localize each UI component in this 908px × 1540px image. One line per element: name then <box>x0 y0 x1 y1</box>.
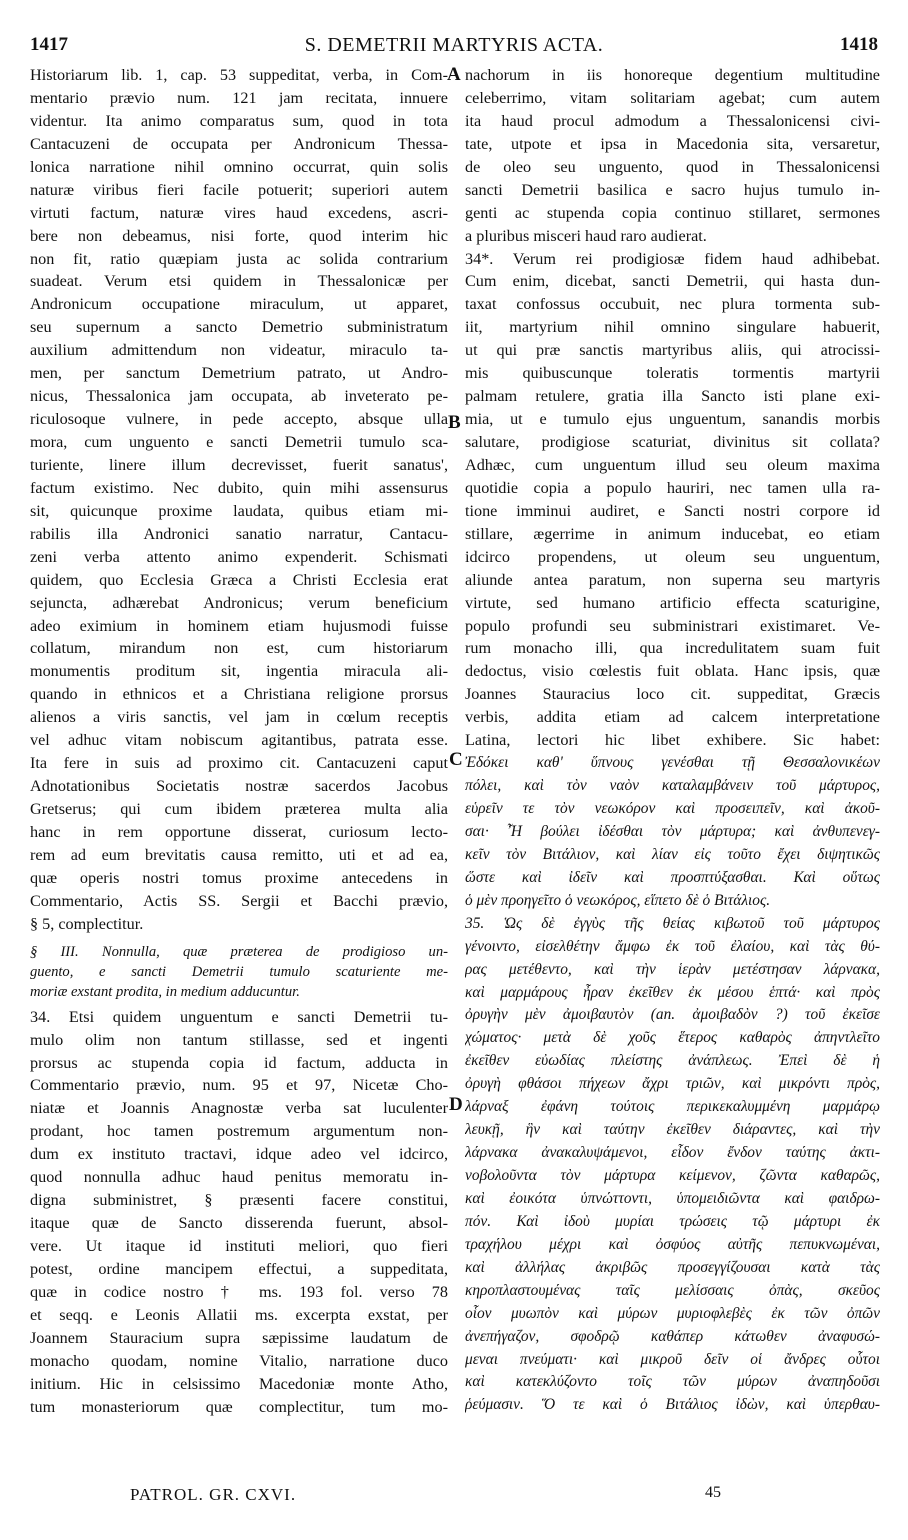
text-line: rabilis illa Andronici sanatio narratur, Cantacu- <box>30 524 448 543</box>
text-line: et seqq. e Leonis Allatii ms. excerpta exstat, per <box>30 1305 448 1324</box>
text-line: monacho quodam, nomine Vitalio, narratione duco <box>30 1351 448 1370</box>
text-line: dum ex instituto tractavi, idque adeo vel idcirco, <box>30 1145 448 1164</box>
text-line: prorsus ac stupenda copia id factum, adducta in <box>30 1053 448 1072</box>
text-line: itaque quæ de Sancto disserenda fuerunt, absol- <box>30 1214 448 1233</box>
margin-letter-a: A <box>447 64 461 85</box>
text-line: μεναι πνεύματι· καὶ μικροῦ δεῖν οἱ ἄνδρες οὗτοι <box>465 1350 880 1368</box>
text-line: Cantacuzeni de occupata per Andronicum Thessa- <box>30 134 448 153</box>
text-line: nachorum in iis honoreque degentium multitudine <box>465 66 880 84</box>
text-line: auxilium admittendum non videatur, miraculo ta- <box>30 341 448 360</box>
text-line: guento, e sancti Demetrii tumulo scaturiente me- <box>30 963 448 980</box>
text-line: λάρναξ ἐφάνη τούτοις περικεκαλυμμένη μαρμάρῳ <box>465 1098 880 1116</box>
text-line: quæ in codice nostro † ms. 193 fol. verso 78 <box>30 1282 448 1301</box>
text-line: Cum enim, dicebat, sancti Demetrii, qui hasta dun- <box>465 272 880 291</box>
footer-signature: 45 <box>705 1484 721 1501</box>
footer-series: PATROL. GR. CXVI. <box>130 1485 297 1504</box>
text-line: mora, cum unguento e sancti Demetrii tumulo sca- <box>30 433 448 451</box>
text-line: collatum, mirandum non est, cum historiarum <box>30 639 448 658</box>
text-line: ut qui præ sanctis martyribus aliis, qui atrocissi- <box>465 341 880 360</box>
text-line: quidem, quo Ecclesia Græca a Christi Ecclesia erat <box>30 570 448 589</box>
text-line: sancti Demetrii basilica e sacro hujus tumulo in- <box>465 180 880 199</box>
text-line: 35. Ὡς δὲ ἐγγὺς τῆς θείας κιβωτοῦ τοῦ μάρτυρος <box>465 914 880 932</box>
text-line: 34*. Verum rei prodigiosæ fidem haud adhibebat. <box>465 249 880 268</box>
text-line: ρας μετέθεντο, καὶ τὴν ἱερὰν μετέστησαν λάρνακα, <box>465 960 880 978</box>
text-line: idcirco propendens, ut oleum seu unguentum, <box>465 547 880 566</box>
text-line: ἀνεπήγαζον, σφοδρῷ καθάπερ κάτωθεν ἀναφυσώ- <box>465 1327 880 1345</box>
text-line: ῥεύμασιν. Ὅ τε καὶ ὁ Βιτάλιος ἰδὼν, καὶ ὑπερθαυ- <box>465 1396 880 1414</box>
text-line: aliunde antea paratum, non superna seu martyris <box>465 570 880 589</box>
text-line: virtute, sed humano artificio effecta scaturigine, <box>465 593 880 612</box>
text-line: tum monasteriorum quæ complectitur, tum mo- <box>30 1397 448 1416</box>
text-line: seu supernum a sancto Demetrio subministratum <box>30 318 448 337</box>
text-line: κηροπλαστουμένας ταῖς μελίσσαις ὀπὰς, σκεῦος <box>465 1281 880 1299</box>
text-line: καὶ κατεκλύζοντο τοῖς τῶν μύρων ἀναπηδοῦσι <box>465 1373 880 1391</box>
margin-letter-c: C <box>449 749 463 770</box>
text-line: ὀρυγὴν μὲν ἀμοιβαυτὸν (an. ἀμοιβαδὸν ?) τοῦ ἐκεῖσε <box>465 1006 880 1024</box>
text-line: virtuti factum, naturæ vires haud excedens, ascri- <box>30 203 448 222</box>
text-line: § 5, complectitur. <box>30 914 144 933</box>
text-line: Adnotationibus Societatis nostræ sacerdos Jacobus <box>30 777 448 796</box>
text-line: rum monacho illi, qua incredulitatem suam fuit <box>465 639 880 658</box>
text-line: Ἐδόκει καθ' ὕπνους γενέσθαι τῇ Θεσσαλονικέων <box>465 754 880 772</box>
text-line: mulo olim non tantum stillasse, sed et ingenti <box>30 1030 448 1049</box>
text-line: εὑρεῖν τε τὸν νεωκόρον καὶ προσειπεῖν, καὶ ἀκοῦ- <box>465 800 880 817</box>
page-number-left: 1417 <box>30 34 68 55</box>
text-line: Commentario prævio, num. 95 et 97, Nicetæ Cho- <box>30 1076 448 1095</box>
text-line: naturæ viribus fieri facile potuerit; superiori autem <box>30 180 448 199</box>
text-line: τραχήλου μέχρι καὶ ὀσφύος αὐτῆς πεπυκνωμέναι, <box>465 1235 880 1253</box>
right-column <box>465 64 880 1417</box>
text-line: quotidie copia a populo hauriri, nec tamen ulla ra- <box>465 478 880 497</box>
text-line: non fit, ratio quæpiam justa ac solida contrarium <box>30 249 448 268</box>
text-line: suadeat. Verum etsi quidem in Thessalonicæ per <box>30 272 448 291</box>
text-line: prodant, hoc tamen postremum argumentum non- <box>30 1122 448 1141</box>
text-line: ita haud procul admodum a Thessalonicensi civi- <box>465 111 880 130</box>
text-line: potest, ordine mancipem effectui, a suppeditata, <box>30 1259 448 1278</box>
text-line: καὶ ἐοικότα ὑπνώττοντι, ὑπομειδιῶντα καὶ φαιδρω- <box>465 1189 880 1207</box>
left-column <box>30 64 448 1419</box>
text-line: lonica narratione nihil omnino occurrat, quin solis <box>30 157 448 176</box>
text-line: turiente, linere illum decrevisset, fuerit sanatus', <box>30 455 448 474</box>
text-line: moriæ exstant prodita, in medium adducuntur. <box>30 983 300 1000</box>
text-line: adeo eximium in hominem etiam hujusmodi fuisse <box>30 616 448 635</box>
text-line: οἷον μυωπὸν καὶ μύρων μυριοφλεβὲς ἐκ τῶν ὀπῶν <box>465 1304 880 1322</box>
text-line: quæ operis nostri tomus proxime antecedens in <box>30 868 448 887</box>
text-line: vere. Ut itaque id instituti meliori, quo fieri <box>30 1237 448 1255</box>
text-line: monumentis proditum sit, ingentia miracula ali- <box>30 662 448 681</box>
text-line: Commentario, Actis SS. Sergii et Bacchi prævio, <box>30 891 448 910</box>
text-line: ὀρυγὴ φθάσοι πήχεων ἄχρι τριῶν, καὶ μικρόντι πρὸς, <box>465 1075 880 1093</box>
text-line: Gretserus; qui cum ibidem præterea multa alia <box>30 800 448 818</box>
text-line: 34. Etsi quidem unguentum e sancti Demetrii tu- <box>30 1007 448 1026</box>
text-line: vel adhuc vitam nobiscum agitantibus, patrata esse. <box>30 731 448 750</box>
text-line: populo profundi seu subministrari existimaret. Ve- <box>465 616 880 635</box>
page-header <box>30 34 878 60</box>
running-title: S. DEMETRII MARTYRIS ACTA. <box>304 34 604 56</box>
text-line: videntur. Ita animo comparatus sum, quod in tota <box>30 111 448 130</box>
text-line: λευκῇ, ἣν καὶ ταύτην ἐκεῖθεν διάραντες, καὶ τὴν <box>465 1121 880 1139</box>
text-line: bere non debeamus, nisi forte, quod interim hic <box>30 226 448 245</box>
text-line: νοβολοῦντα τὸν μάρτυρα κείμενον, ζῶντα καθαρῶς, <box>465 1167 880 1184</box>
text-line: quando in ethnicos et a Christiana religione prorsus <box>30 685 448 704</box>
margin-letter-b: B <box>448 412 461 433</box>
margin-letter-d: D <box>449 1094 463 1115</box>
text-line: ὥστε καὶ ἰδεῖν καὶ προσπτύξασθαι. Καὶ οὕτως <box>465 868 880 886</box>
text-line: Latina, lectori hic libet exhibere. Sic habet: <box>465 731 880 750</box>
text-line: palmam retulere, gratia illa Sancto isti plane exi- <box>465 387 880 406</box>
text-line: taxat confossus occubuit, nec plura tormenta sub- <box>465 295 880 314</box>
text-line: σαι· Ἦ βούλει ἰδέσθαι τὸν μάρτυρα; καὶ ἀνθυπενεγ- <box>465 822 880 840</box>
text-line: § III. Nonnulla, quæ præterea de prodigioso un- <box>30 943 448 960</box>
text-line: genti ac stupenda copia continuo stillaret, sermones <box>465 203 880 222</box>
text-line: factum existimo. Nec dubito, quin mihi assensurus <box>30 478 448 497</box>
text-line: mentario prævio num. 121 jam recitata, innuere <box>30 88 448 107</box>
text-line: tate, utpote et ipsa in Macedonia sita, versaretur, <box>465 134 880 153</box>
text-line: πόλει, καὶ τὸν ναὸν καταλαμβάνειν τοῦ μάρτυρος, <box>465 777 880 795</box>
text-line: mis quibuscunque toleratis tormentis martyrii <box>465 364 880 383</box>
text-line: celeberrimo, vitam solitariam agebat; cum autem <box>465 88 880 107</box>
text-line: niatæ et Joannis Anagnostæ verba sat luculenter <box>30 1099 448 1118</box>
text-line: de oleo seu unguento, quod in Thessalonicensi <box>465 157 880 176</box>
text-line: stillare, ægerrime in animum inducebat, eo etiam <box>465 524 880 543</box>
text-line: Adhæc, cum unguentum illud seu oleum maxima <box>465 455 880 474</box>
text-line: hanc in rem opportune disserat, curiosum lecto- <box>30 822 448 841</box>
page-number-right: 1418 <box>840 34 878 55</box>
text-line: initium. Hic in celsissimo Macedoniæ monte Atho, <box>30 1374 448 1393</box>
text-line: ἐκεῖθεν εὐωδίας πλείστης ἀνάπλεως. Ἐπεὶ δὲ ἡ <box>465 1052 880 1070</box>
text-line: sejuncta, adhærebat Andronicus; verum beneficium <box>30 593 448 612</box>
text-line: digna subministret, § præsenti facere constitui, <box>30 1191 448 1210</box>
text-line: salutare, prodigiose scaturiat, divinitus sit collata? <box>465 433 880 451</box>
text-line: mia, ut e tumulo ejus unguentum, sanandis morbis <box>465 410 880 429</box>
text-line: riculosoque vulnere, in pede accepto, absque ulla <box>30 410 448 429</box>
text-line: Joannes Stauracius loco cit. suppeditat, Græcis <box>465 685 880 704</box>
text-line: sit, quicunque proxime laudata, quibus etiam mi- <box>30 501 448 520</box>
text-line: Joannem Stauracium supra sæpissime laudatum de <box>30 1328 448 1347</box>
text-line: Andronicum occupatione miraculum, ut apparet, <box>30 295 448 314</box>
text-line: iit, martyrium nihil omnino singulare habuerit, <box>465 318 880 337</box>
text-line: a pluribus misceri haud raro audierat. <box>465 226 707 245</box>
text-line: verbis, addita etiam ad calcem interpretatione <box>465 708 880 727</box>
text-line: κεῖν τὸν Βιτάλιον, καὶ λίαν εἰς τοῦτο ἔχει διψητικῶς <box>465 845 880 863</box>
text-line: nicus, Thessalonica jam occupata, ab inveterato pe- <box>30 387 448 406</box>
text-line: Ita fere in suis ad proximo cit. Cantacuzeni caput <box>30 754 448 773</box>
text-line: γένοιντο, εἰσελθέτην ἄμφω ἐκ τοῦ ἐλαίου, καὶ τὰς θύ- <box>465 937 880 955</box>
text-line: Historiarum lib. 1, cap. 53 suppeditat, verba, in Com- <box>30 66 448 84</box>
text-line: λάρνακα ἀνακαλυψάμενοι, εἶδον ἔνδον ταύτης ἀκτι- <box>465 1144 880 1162</box>
text-line: καὶ μαρμάρους ἦραν ἐκεῖθεν ἐκ μέσου ἑπτά· καὶ πρὸς <box>465 983 880 1001</box>
text-line: πόν. Καὶ ἰδοὺ μυρίαι τρώσεις τῷ μάρτυρι ἐκ <box>465 1212 880 1230</box>
text-line: alienos a viris sanctis, vel jam in cœlum receptis <box>30 708 448 727</box>
text-line: dedoctus, visio cœlestis fuit oblata. Hanc ipsis, quæ <box>465 662 880 681</box>
text-line: καὶ ἀλλήλας ἀκριβῶς προσεγγίζουσαι κατὰ τὰς <box>465 1258 880 1276</box>
text-line: men, per sanctum Demetrium patrato, ut Andro- <box>30 364 448 383</box>
text-line: χώματος· μετὰ δὲ χοῦς ἕτερος καθαρὸς ἀπηντλεῖτο <box>465 1029 880 1047</box>
text-line: tione imminui audiret, e Sancti nostri corpore id <box>465 501 880 520</box>
text-line: quod nonnulla adhuc haud penitus memoratu in- <box>30 1168 448 1187</box>
text-line: ὁ μὲν προηγεῖτο ὁ νεωκόρος, εἵπετο δὲ ὁ Βιτάλιος. <box>465 891 771 909</box>
text-line: rem ad eum brevitatis causa remitto, uti et ad ea, <box>30 845 448 864</box>
text-line: zeni verba attento animo expenderit. Schismati <box>30 547 448 566</box>
